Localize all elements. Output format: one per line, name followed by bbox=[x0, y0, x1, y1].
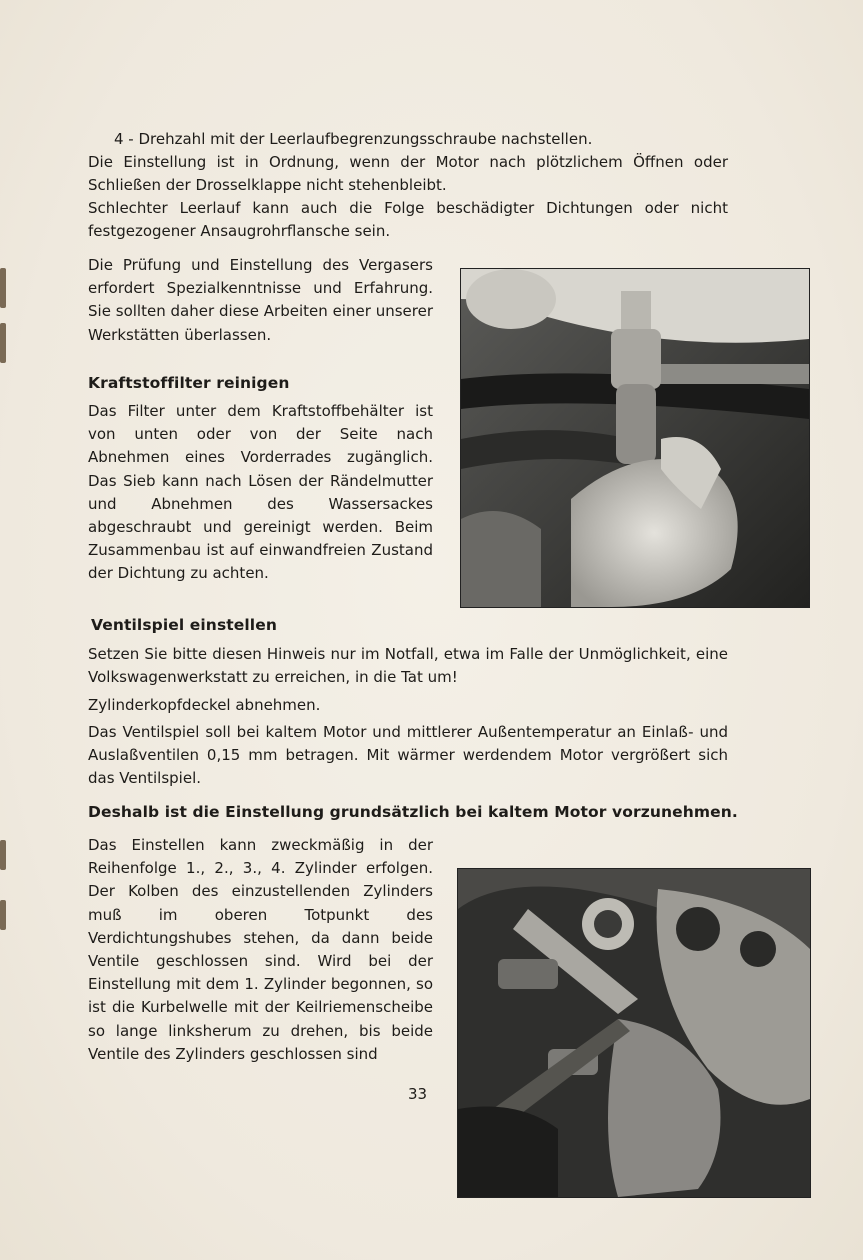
page-number: 33 bbox=[408, 1085, 428, 1103]
binding-mark bbox=[0, 268, 6, 308]
section-heading-valve-clearance: Ventilspiel einstellen bbox=[91, 616, 277, 634]
valve-procedure-paragraph: Das Einstellen kann zweckmäßig in der Reihenfolge 1., 2., 3., 4. Zylinder erfolgen. Der Kolben des einzustellenden Zylinders muß im oberen Totpunkt des Verdichtungshubes stehen, da dann beide Ventile geschlossen sind. Wird bei der Einstellung mit dem 1. Zylinder begonnen, so ist die Kurbelwelle mit der Keilriemenscheibe so lange linksherum zu drehen, bis beide Ventile des Zylinders geschlossen sind bbox=[88, 836, 433, 1063]
binding-mark bbox=[0, 840, 6, 870]
fuel-filter-photo bbox=[460, 268, 810, 608]
valve-note-paragraph: Setzen Sie bitte diesen Hinweis nur im Notfall, etwa im Falle der Unmöglichkeit, eine Volkswagenwerkstatt zu erreichen, in die Tat um! bbox=[88, 645, 728, 687]
binding-mark bbox=[0, 900, 6, 930]
binding-mark bbox=[0, 323, 6, 363]
carburetor-note: Die Prüfung und Einstellung des Vergasers erfordert Spezialkenntnisse und Erfahrung. Sie sollten daher diese Arbeiten einer unserer Werkstätten überlassen. bbox=[88, 256, 433, 344]
section-heading-fuel-filter: Kraftstoffilter reinigen bbox=[88, 374, 290, 392]
intro-paragraph-1: Die Einstellung ist in Ordnung, wenn der Motor nach plötzlichem Öffnen oder Schließen der Drosselklappe nicht stehenbleibt. bbox=[88, 153, 728, 195]
valve-adjustment-photo bbox=[457, 868, 811, 1198]
fuel-filter-paragraph: Das Filter unter dem Kraftstoffbehälter ist von unten oder von der Seite nach Abnehmen eines Vorderrades zugänglich. Das Sieb kann nach Lösen der Rändelmutter und Abnehmen des Wassersackes abgeschraubt und gereinigt werden. Beim Zusammenbau ist auf einwandfreien Zustand der Dichtung zu achten. bbox=[88, 402, 433, 583]
step-4-text: 4 - Drehzahl mit der Leerlaufbegrenzungsschraube nachstellen. bbox=[114, 130, 593, 148]
intro-paragraph-2: Schlechter Leerlauf kann auch die Folge beschädigter Dichtungen oder nicht festgezogener Ansaugrohrflansche sein. bbox=[88, 199, 728, 241]
cold-engine-emphasis: Deshalb ist die Einstellung grundsätzlich bei kaltem Motor vorzunehmen. bbox=[88, 803, 738, 821]
valve-clearance-paragraph: Das Ventilspiel soll bei kaltem Motor und mittlerer Außentemperatur an Einlaß- und Auslaßventilen 0,15 mm betragen. Mit wärmer werdendem Motor vergrößert sich das Ventilspiel. bbox=[88, 723, 728, 788]
valve-cover-step: Zylinderkopfdeckel abnehmen. bbox=[88, 696, 321, 714]
